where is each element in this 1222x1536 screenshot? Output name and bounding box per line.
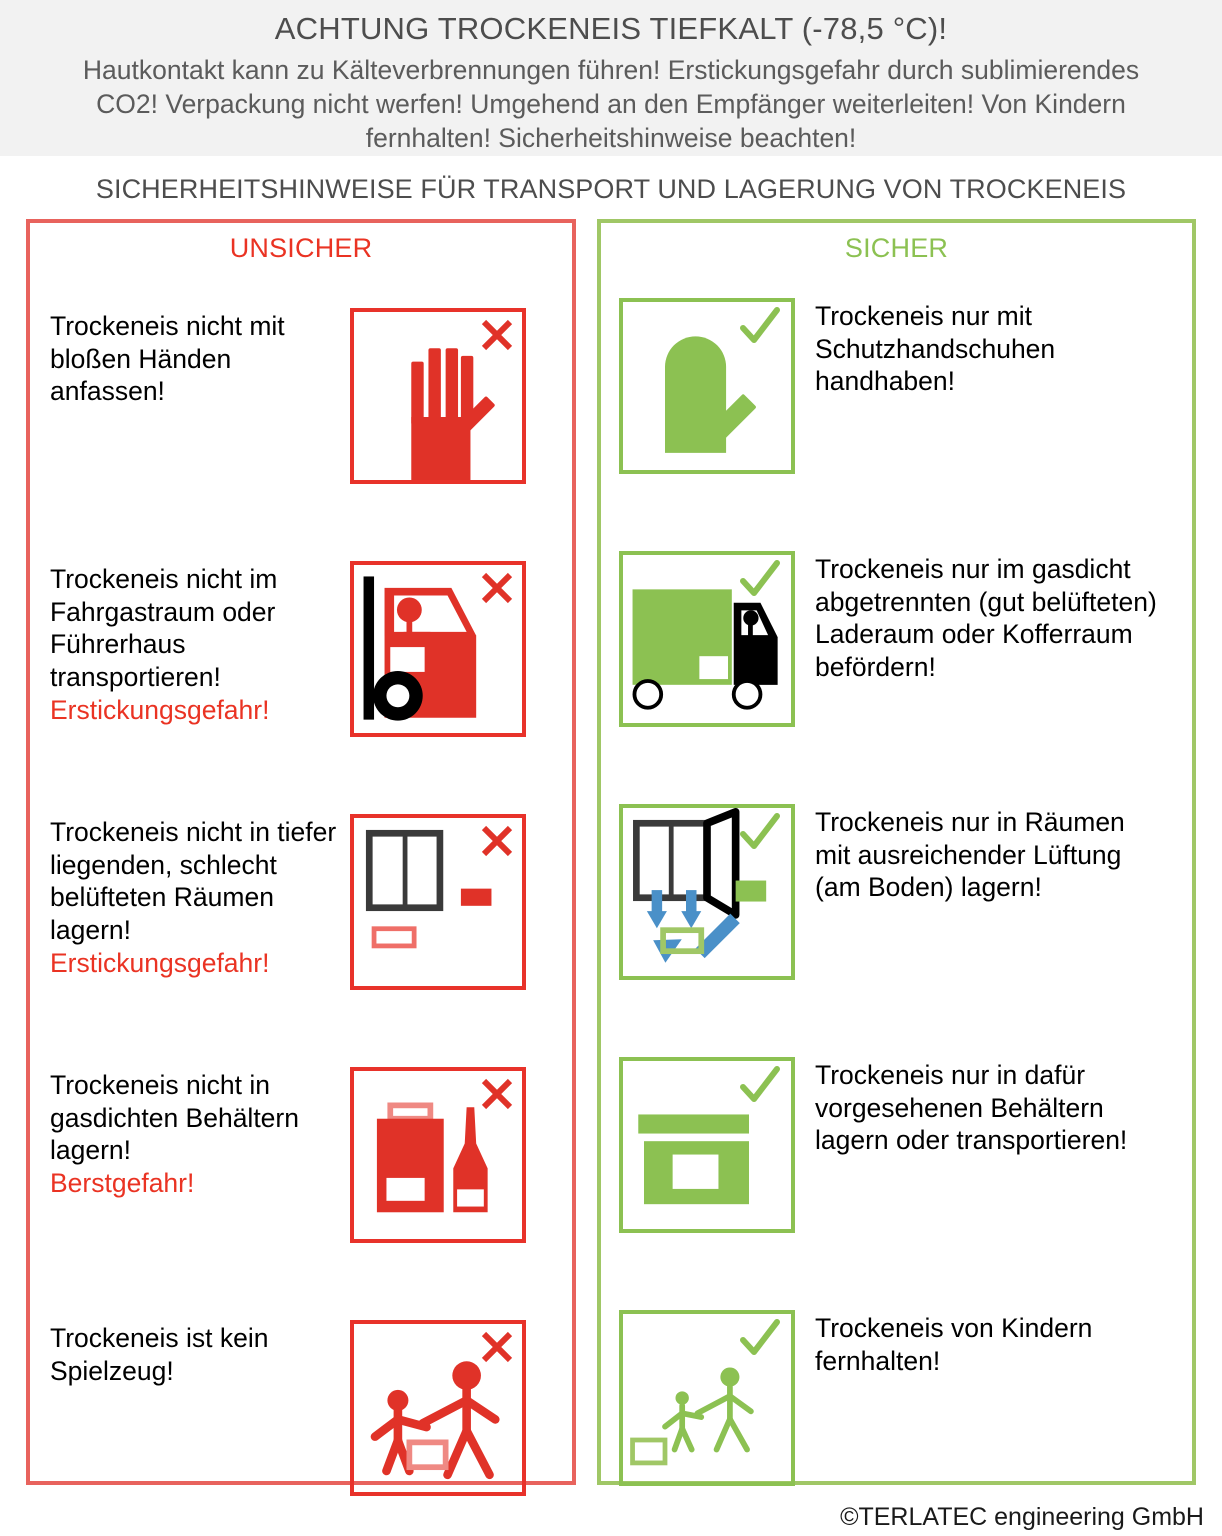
safe-item-label-4: Trockeneis nur in dafür vorgesehenen Behältern lagern oder transportieren! bbox=[815, 1060, 1128, 1156]
approved-container-icon bbox=[619, 1057, 795, 1233]
x-mark-icon bbox=[480, 1077, 514, 1111]
check-mark-icon bbox=[737, 812, 783, 858]
check-mark-icon bbox=[737, 559, 783, 605]
unsafe-item-label-2: Trockeneis nicht im Fahrgastraum oder Führerhaus transportieren! bbox=[50, 564, 278, 693]
safe-column-heading: SICHER bbox=[844, 233, 949, 263]
unsafe-column-heading: UNSICHER bbox=[229, 233, 373, 263]
list-item bbox=[601, 298, 1192, 474]
safe-item-label-2: Trockeneis nur im gasdicht abgetrennten (gut belüfteten) Laderaum oder Kofferraum befördern! bbox=[815, 554, 1157, 683]
unsafe-item-label-5: Trockeneis ist kein Spielzeug! bbox=[50, 1323, 269, 1386]
bare-hand-icon bbox=[350, 308, 526, 484]
child-playing-icon bbox=[350, 1320, 526, 1496]
truck-cab-icon bbox=[350, 561, 526, 737]
ventilated-room-icon bbox=[619, 804, 795, 980]
protective-glove-icon bbox=[619, 298, 795, 474]
unsafe-item-text-2 bbox=[50, 561, 350, 727]
x-mark-icon bbox=[480, 1330, 514, 1364]
safety-panels bbox=[0, 219, 1222, 1485]
warning-banner bbox=[0, 0, 1222, 156]
safe-item-text-5 bbox=[795, 1310, 1165, 1377]
safe-item-text-3 bbox=[795, 804, 1165, 904]
list-item bbox=[30, 1067, 572, 1243]
check-mark-icon bbox=[737, 306, 783, 352]
unsafe-item-text-5 bbox=[50, 1320, 350, 1387]
list-item bbox=[601, 804, 1192, 980]
closed-window-room-icon bbox=[350, 814, 526, 990]
unsafe-panel bbox=[26, 219, 576, 1485]
unsafe-item-danger-4: Berstgefahr! bbox=[50, 1168, 195, 1199]
safe-item-label-3: Trockeneis nur in Räumen mit ausreichender Lüftung (am Boden) lagern! bbox=[815, 807, 1125, 903]
list-item bbox=[30, 1320, 572, 1496]
copyright-footer: ©TERLATEC engineering GmbH bbox=[840, 1503, 1204, 1531]
safe-item-label-1: Trockeneis nur mit Schutzhandschuhen handhaben! bbox=[815, 301, 1056, 397]
safe-item-text-4 bbox=[795, 1057, 1165, 1157]
x-mark-icon bbox=[480, 571, 514, 605]
list-item bbox=[601, 1310, 1192, 1486]
safe-item-text-1 bbox=[795, 298, 1165, 398]
list-item bbox=[30, 814, 572, 990]
safe-item-label-5: Trockeneis von Kindern fernhalten! bbox=[815, 1313, 1093, 1376]
banner-title: ACHTUNG TROCKENEIS TIEFKALT (-78,5 °C)! bbox=[274, 11, 948, 46]
unsafe-item-text-4 bbox=[50, 1067, 350, 1200]
sealed-container-bottle-icon bbox=[350, 1067, 526, 1243]
unsafe-item-label-4: Trockeneis nicht in gasdichten Behältern lagern! bbox=[50, 1070, 299, 1166]
unsafe-item-danger-3: Erstickungsgefahr! bbox=[50, 947, 270, 978]
child-kept-away-icon bbox=[619, 1310, 795, 1486]
unsafe-item-text-3 bbox=[50, 814, 350, 980]
list-item bbox=[30, 561, 572, 737]
section-title: SICHERHEITSHINWEISE FÜR TRANSPORT UND LAGERUNG VON TROCKENEIS bbox=[95, 174, 1127, 204]
x-mark-icon bbox=[480, 824, 514, 858]
list-item bbox=[30, 308, 572, 484]
x-mark-icon bbox=[480, 318, 514, 352]
list-item bbox=[601, 1057, 1192, 1233]
check-mark-icon bbox=[737, 1065, 783, 1111]
unsafe-item-label-3: Trockeneis nicht in tiefer liegenden, schlecht belüfteten Räumen lagern! bbox=[50, 817, 337, 946]
banner-subtitle: Hautkontakt kann zu Kälteverbrennungen führen! Erstickungsgefahr durch sublimierendes CO2! Verpackung nicht werfen! Umgehend an den Empfänger weiterleiten! Von Kindern fernhalten! Sicherheitshinweise beachten! bbox=[82, 54, 1140, 153]
unsafe-item-text-1 bbox=[50, 308, 350, 408]
safe-panel bbox=[597, 219, 1196, 1485]
safe-item-text-2 bbox=[795, 551, 1165, 684]
check-mark-icon bbox=[737, 1318, 783, 1364]
list-item bbox=[601, 551, 1192, 727]
unsafe-item-danger-2: Erstickungsgefahr! bbox=[50, 694, 270, 725]
unsafe-item-label-1: Trockeneis nicht mit bloßen Händen anfassen! bbox=[50, 311, 285, 407]
box-truck-cargo-icon bbox=[619, 551, 795, 727]
